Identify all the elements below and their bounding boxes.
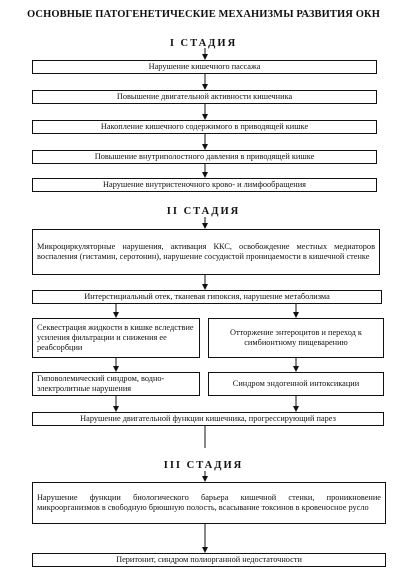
stage1-step-4: Повышение внутриполостного давления в приводящей кишке (32, 150, 377, 164)
stage1-step-3: Накопление кишечного содержимого в приводящей кишке (32, 120, 377, 134)
fluid-sequestration-box: Секвестрация жидкости в кишке вследствие усиления фильтрации и снижения ее реабсорбции (32, 318, 200, 358)
enterocyte-rejection-box: Отторжение энтероцитов и переход к симбионтному пищеварению (208, 318, 384, 358)
edema-box: Интерстициальный отек, тканевая гипоксия, нарушение метаболизма (32, 290, 382, 304)
stage1-step-5: Нарушение внутристеночного крово- и лимфообращения (32, 178, 377, 192)
endogenous-intoxication-box: Синдром эндогенной интоксикации (208, 372, 384, 396)
microcirculation-box: Микроциркуляторные нарушения, активация ККС, освобождение местных медиаторов воспаления (гистамин, серотонин), нарушение сосудистой проницаемости в кишечной стенке (32, 229, 380, 275)
stage-1-label: I СТАДИЯ (169, 38, 238, 49)
peritonitis-box: Перитонит, синдром полиорганной недостаточности (32, 553, 386, 567)
stage-3-label: III СТАДИЯ (163, 460, 244, 471)
barrier-dysfunction-box: Нарушение функции биологического барьера кишечной стенки, проникновение микроорганизмов в свободную брюшную полость, всасывание токсинов в кровеносное русло (32, 482, 386, 524)
stage1-step-1: Нарушение кишечного пассажа (32, 60, 377, 74)
diagram-title: ОСНОВНЫЕ ПАТОГЕНЕТИЧЕСКИЕ МЕХАНИЗМЫ РАЗВИТИЯ ОКН (27, 9, 380, 20)
stage-2-label: II СТАДИЯ (166, 206, 241, 217)
stage1-step-2: Повышение двигательной активности кишечника (32, 90, 377, 104)
motor-dysfunction-box: Нарушение двигательной функции кишечника, прогрессирующий парез (32, 412, 384, 426)
hypovolemic-syndrome-box: Гиповолемический синдром, водно-электролитные нарушения (32, 372, 200, 396)
